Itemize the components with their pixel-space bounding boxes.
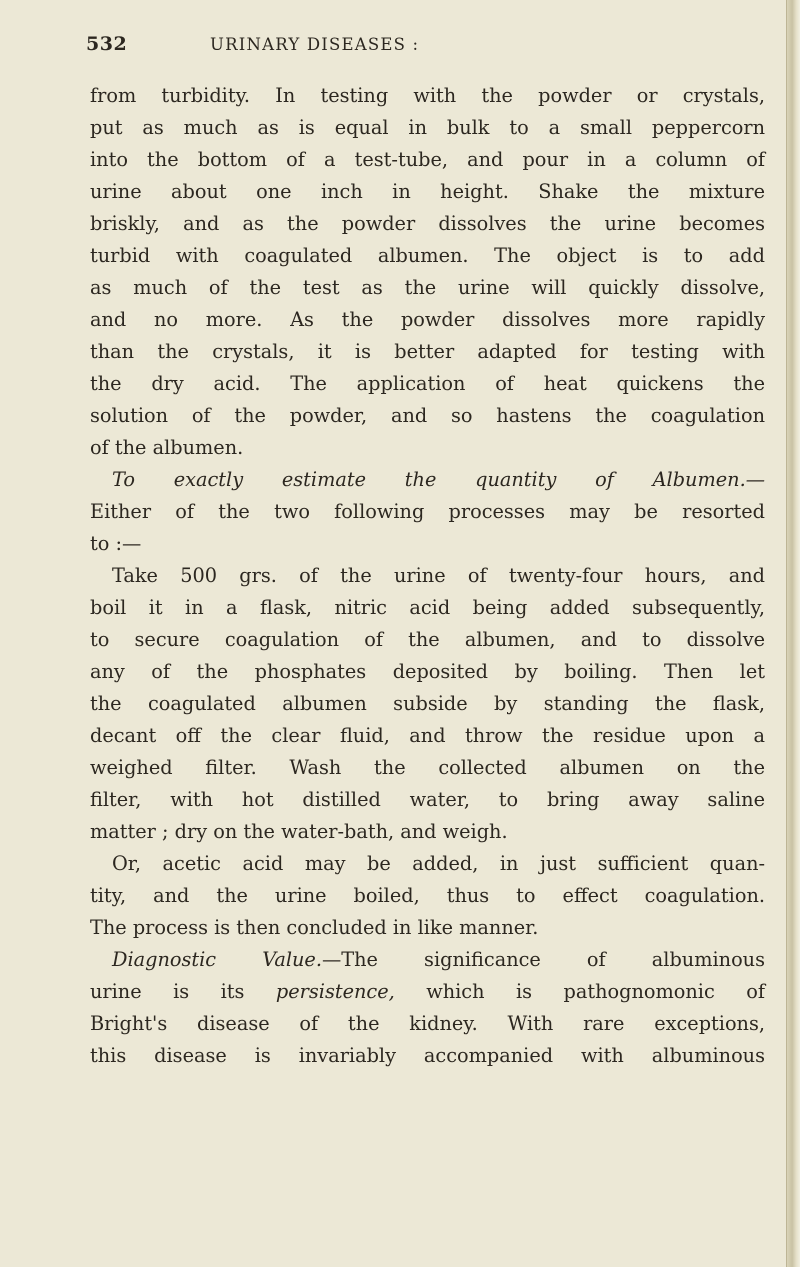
text-line: Or, acetic acid may be added, in just sufficient quan- xyxy=(112,852,765,875)
text-line: this disease is invariably accompanied with albuminous xyxy=(90,1044,765,1067)
text-line: Take 500 grs. of the urine of twenty-four hours, and xyxy=(112,564,765,587)
page-edge xyxy=(786,0,800,1267)
page-number: 532 xyxy=(86,33,128,55)
text-line: decant off the clear fluid, and throw the residue upon a xyxy=(90,724,765,747)
text-line: urine about one inch in height. Shake the mixture xyxy=(90,180,765,203)
diagnostic-value-line xyxy=(90,944,765,976)
text-line: from turbidity. In testing with the powder or crystals, xyxy=(90,84,765,107)
text-line: than the crystals, it is better adapted for testing with xyxy=(90,340,765,363)
text-line: into the bottom of a test-tube, and pour in a column of xyxy=(90,148,765,171)
text-line: The process is then concluded in like manner. xyxy=(90,916,539,939)
text-line: Either of the two following processes may be resorted xyxy=(90,500,765,523)
text-line: matter ; dry on the water-bath, and weigh. xyxy=(90,820,508,843)
diagnostic-value-text: —The significance of albuminous xyxy=(321,948,765,971)
section-heading-albumen: To exactly estimate the quantity of Albumen.— xyxy=(112,468,765,491)
text-line: boil it in a flask, nitric acid being added subsequently, xyxy=(90,596,765,619)
persistence-word: persistence, xyxy=(275,980,395,1003)
persistence-post: which is pathognomonic of xyxy=(394,980,765,1003)
persistence-pre: urine is its xyxy=(90,980,276,1003)
text-line: turbid with coagulated albumen. The object is to add xyxy=(90,244,765,267)
text-line: filter, with hot distilled water, to bring away saline xyxy=(90,788,765,811)
text-line: to secure coagulation of the albumen, and to dissolve xyxy=(90,628,765,651)
text-line: solution of the powder, and so hastens the coagulation xyxy=(90,404,765,427)
text-line: briskly, and as the powder dissolves the urine becomes xyxy=(90,212,765,235)
text-line: any of the phosphates deposited by boiling. Then let xyxy=(90,660,765,683)
text-line: weighed filter. Wash the collected albumen on the xyxy=(90,756,765,779)
text-line: of the albumen. xyxy=(90,436,244,459)
text-line: the coagulated albumen subside by standing the flask, xyxy=(90,692,765,715)
text-line: put as much as is equal in bulk to a small peppercorn xyxy=(90,116,765,139)
text-line: to :— xyxy=(90,532,142,555)
diagnostic-value-heading: Diagnostic Value. xyxy=(112,948,322,971)
text-line: as much of the test as the urine will quickly dissolve, xyxy=(90,276,765,299)
text-line: the dry acid. The application of heat quickens the xyxy=(90,372,765,395)
body-text xyxy=(90,80,765,1072)
running-title: URINARY DISEASES : xyxy=(210,35,420,54)
persistence-line xyxy=(90,976,765,1008)
page-header xyxy=(68,33,768,57)
text-line: tity, and the urine boiled, thus to effect coagulation. xyxy=(90,884,765,907)
text-line: and no more. As the powder dissolves more rapidly xyxy=(90,308,765,331)
text-line: Bright's disease of the kidney. With rare exceptions, xyxy=(90,1012,765,1035)
